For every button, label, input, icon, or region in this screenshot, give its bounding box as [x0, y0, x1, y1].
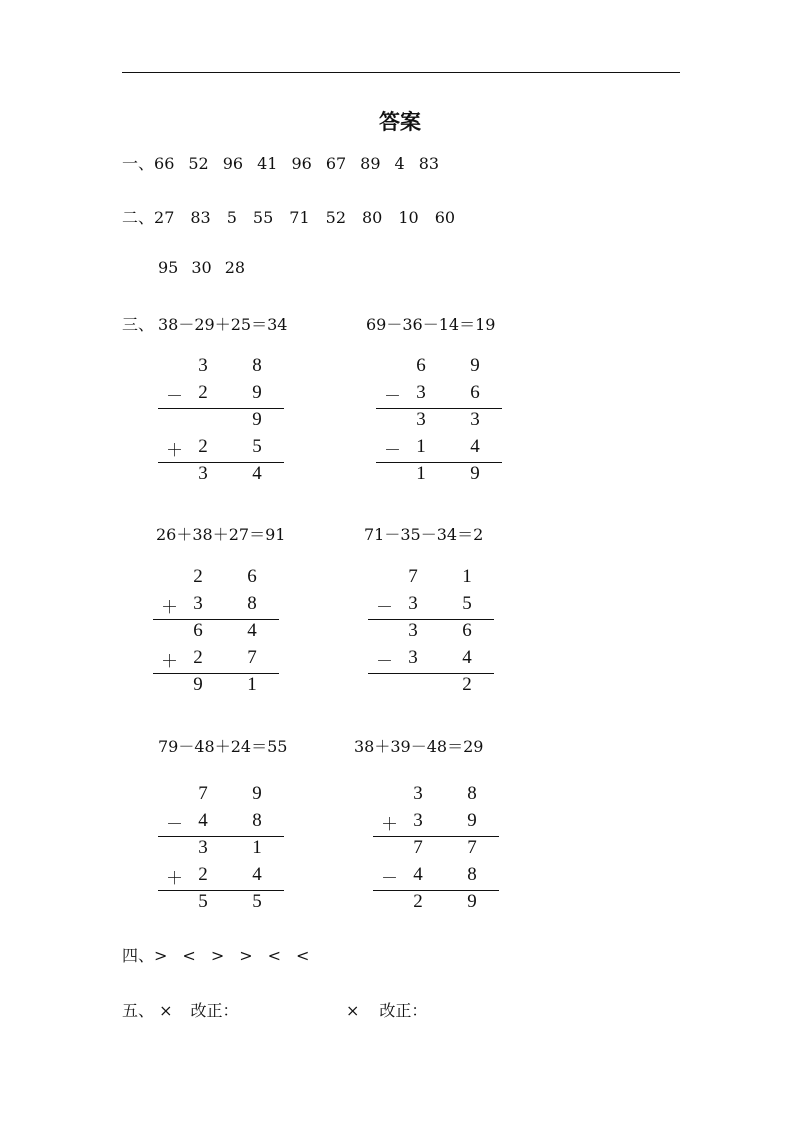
digit-tens: 6: [193, 620, 203, 641]
sum-line: [368, 673, 494, 674]
digit-ones: 9: [252, 382, 262, 403]
digit-ones: 8: [252, 810, 262, 831]
vertical-calculation: [368, 566, 508, 696]
answer-value: 83: [190, 208, 211, 227]
digit-ones: 6: [247, 566, 257, 587]
comparison-symbol: <: [182, 946, 196, 965]
digit-tens: 3: [408, 593, 418, 614]
digit-ones: 7: [247, 647, 257, 668]
answer-value: 55: [252, 208, 274, 227]
digit-tens: 2: [193, 647, 203, 668]
digit-ones: 4: [247, 620, 257, 641]
sum-line: [368, 619, 494, 620]
digit-ones: 6: [462, 620, 472, 641]
digit-tens: 5: [198, 891, 208, 912]
correction-mark: ×: [159, 1001, 173, 1020]
answer-value: 71: [289, 208, 310, 227]
digit-ones: 2: [462, 674, 472, 695]
operator: －: [381, 869, 398, 889]
answer-value: 80: [362, 208, 383, 227]
sum-line: [158, 408, 284, 409]
digit-tens: 3: [413, 783, 423, 804]
digit-tens: 2: [198, 382, 208, 403]
digit-ones: 9: [470, 463, 480, 484]
comparison-symbol: >: [154, 946, 168, 965]
digit-ones: 4: [252, 864, 262, 885]
digit-ones: 8: [467, 864, 477, 885]
digit-tens: 3: [198, 463, 208, 484]
answer-value: 83: [418, 154, 440, 173]
sum-line: [376, 462, 502, 463]
comparison-symbol: >: [210, 946, 225, 965]
equation: 26＋38＋27＝91: [156, 525, 286, 544]
comparison-symbol: <: [296, 946, 310, 965]
digit-tens: 2: [198, 436, 208, 457]
vertical-calculation: [158, 783, 298, 913]
digit-ones: 9: [467, 810, 477, 831]
answer-value: 66: [154, 154, 175, 173]
section-2-row-1: [122, 205, 471, 225]
digit-tens: 3: [408, 647, 418, 668]
operator: ＋: [166, 441, 183, 461]
header-rule: [122, 72, 680, 73]
operator: －: [166, 387, 183, 407]
sum-line: [373, 890, 499, 891]
digit-ones: 5: [252, 891, 262, 912]
answer-value: 52: [188, 154, 209, 173]
digit-ones: 7: [467, 837, 477, 858]
section-4-prefix: 四、: [122, 946, 155, 965]
digit-tens: 2: [198, 864, 208, 885]
digit-tens: 1: [416, 463, 426, 484]
section-3-prefix: 三、: [122, 315, 155, 334]
operator: －: [166, 815, 183, 835]
equation: 79－48＋24＝55: [158, 737, 288, 756]
digit-ones: 1: [247, 674, 257, 695]
digit-tens: 1: [416, 436, 426, 457]
digit-tens: 3: [193, 593, 203, 614]
correction-mark: ×: [346, 1001, 360, 1020]
digit-ones: 8: [467, 783, 477, 804]
sum-line: [153, 619, 279, 620]
sum-line: [376, 408, 502, 409]
operator: －: [376, 652, 393, 672]
digit-tens: 7: [198, 783, 208, 804]
digit-tens: 3: [198, 355, 208, 376]
digit-tens: 7: [408, 566, 418, 587]
digit-tens: 2: [193, 566, 203, 587]
answer-value: 30: [191, 258, 212, 277]
answer-value: 96: [222, 154, 244, 173]
digit-ones: 4: [462, 647, 472, 668]
operator: －: [384, 441, 401, 461]
answer-value: 41: [257, 154, 278, 173]
digit-tens: 9: [193, 674, 203, 695]
digit-ones: 4: [470, 436, 480, 457]
answer-value: 5: [226, 208, 237, 227]
section-2-row-2: [158, 258, 258, 278]
digit-tens: 4: [198, 810, 208, 831]
digit-ones: 9: [470, 355, 480, 376]
digit-ones: 8: [247, 593, 257, 614]
sum-line: [158, 462, 284, 463]
digit-tens: 2: [413, 891, 423, 912]
comparison-symbol: >: [239, 946, 253, 965]
digit-ones: 3: [470, 409, 480, 430]
operator: ＋: [381, 815, 398, 835]
section-5-prefix: 五、: [122, 1001, 155, 1020]
section-4: [122, 943, 324, 963]
operator: ＋: [161, 652, 178, 672]
answer-value: 52: [325, 208, 346, 227]
digit-tens: 4: [413, 864, 423, 885]
answer-value: 28: [224, 258, 246, 277]
answer-value: 95: [158, 258, 179, 277]
equation: 71－35－34＝2: [364, 525, 484, 544]
section-5: [122, 998, 239, 1018]
equation: 38＋39－48＝29: [354, 737, 484, 756]
operator: ＋: [166, 869, 183, 889]
vertical-calculation: [376, 355, 516, 485]
vertical-calculation: [153, 566, 293, 696]
answer-value: 27: [154, 208, 175, 227]
digit-ones: 8: [252, 355, 262, 376]
equation: 69－36－14＝19: [366, 315, 496, 334]
answer-value: 67: [325, 154, 347, 173]
digit-ones: 9: [252, 783, 262, 804]
section-1-prefix: 一、: [122, 154, 155, 173]
sum-line: [158, 890, 284, 891]
digit-ones: 4: [252, 463, 262, 484]
digit-tens: 6: [416, 355, 426, 376]
operator: －: [376, 598, 393, 618]
digit-tens: 3: [198, 837, 208, 858]
section-1: [122, 151, 453, 171]
digit-ones: 1: [462, 566, 472, 587]
correction-label: 改正：: [190, 1001, 239, 1020]
digit-tens: 7: [413, 837, 423, 858]
digit-ones: 6: [470, 382, 480, 403]
digit-ones: 5: [462, 593, 472, 614]
digit-ones: 5: [252, 436, 262, 457]
answer-value: 4: [394, 154, 405, 173]
section-5-item-2: [346, 998, 427, 1018]
comparison-symbol: <: [267, 946, 282, 965]
digit-tens: 3: [413, 810, 423, 831]
answer-value: 89: [360, 154, 381, 173]
digit-ones: 1: [252, 837, 262, 858]
equation: 38－29＋25＝34: [158, 315, 288, 334]
sum-line: [153, 673, 279, 674]
sum-line: [158, 836, 284, 837]
answer-value: 60: [434, 208, 456, 227]
operator: －: [384, 387, 401, 407]
correction-label: 改正：: [379, 1001, 428, 1020]
section-2-prefix: 二、: [122, 208, 155, 227]
digit-tens: 3: [408, 620, 418, 641]
answer-value: 10: [398, 208, 419, 227]
page-title: 答案: [379, 110, 421, 134]
vertical-calculation: [373, 783, 513, 913]
digit-tens: 3: [416, 382, 426, 403]
operator: ＋: [161, 598, 178, 618]
sum-line: [373, 836, 499, 837]
vertical-calculation: [158, 355, 298, 485]
digit-ones: 9: [252, 409, 262, 430]
digit-tens: 3: [416, 409, 426, 430]
answer-value: 96: [291, 154, 312, 173]
digit-ones: 9: [467, 891, 477, 912]
